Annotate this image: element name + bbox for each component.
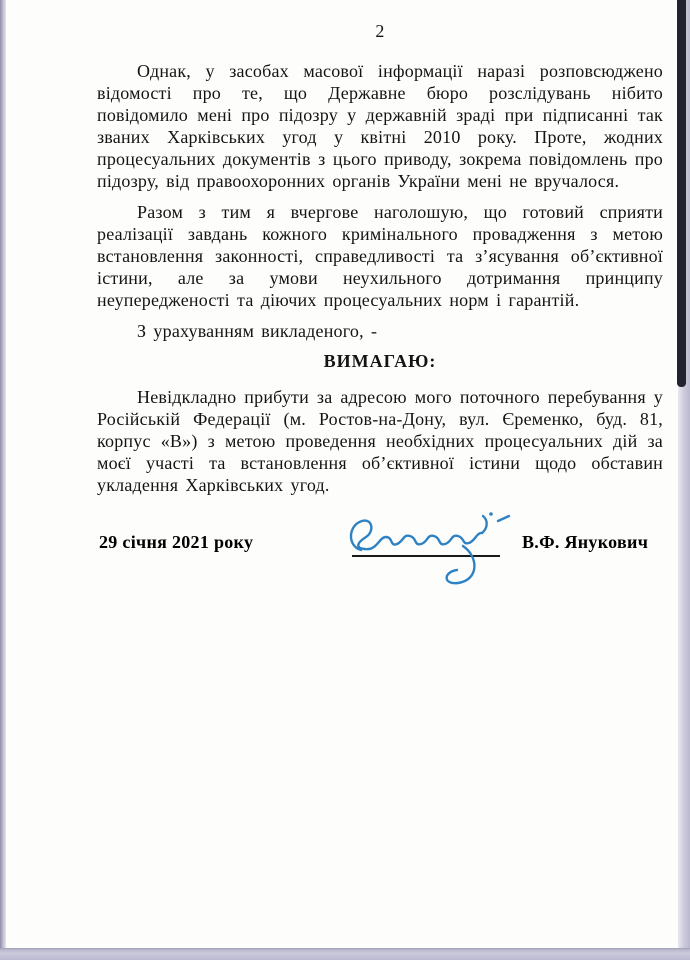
signature-block <box>97 520 663 610</box>
page-left-edge <box>0 0 6 960</box>
closing-line: З урахуванням викладеного, - <box>137 321 378 341</box>
paragraph-4: Невідкладно прибути за адресою мого поточного перебування у Російській Федерації (м. Ростов-на-Дону, вул. Єременко, буд. 81, корпус «В») з метою проведення необхідних процесуальних дій за моєї участі та встановлення об’єктивної істини щодо обставин укладення Харківських угод. <box>97 387 663 495</box>
paragraph-2: Разом з тим я вчергове наголошую, що готовий сприяти реалізації завдань кожного кримінального провадження з метою встановлення законності, справедливості та з’ясування об’єктивної істини, але за умови неухильного дотримання принципу неупередженості та діючих процесуальних норм і гарантій. <box>97 202 663 310</box>
scrollbar-thumb[interactable] <box>677 0 686 387</box>
signature-dash <box>498 516 509 521</box>
paragraph-1: Однак, у засобах масової інформації наразі розповсюджено відомості про те, що Державне бюро розслідувань нібито повідомило мені про підозру у державній зраді при підписанні так званих Харківських угод у квітні 2010 року. Проте, жодних процесуальних документів з цього приводу, зокрема повідомлень про підозру, від правоохоронних органів України мені не вручалося. <box>97 61 663 191</box>
document-page <box>97 20 663 505</box>
page-bottom-edge <box>0 948 690 960</box>
signature-stroke-flourish <box>482 516 487 533</box>
page-number: 2 <box>375 21 385 41</box>
demand-heading: ВИМАГАЮ: <box>323 351 437 371</box>
signature-date: 29 січня 2021 року <box>99 532 254 552</box>
signature-descender <box>447 546 475 583</box>
handwritten-signature <box>341 504 516 599</box>
signature-dot <box>489 512 493 516</box>
signatory-name: В.Ф. Янукович <box>522 532 649 552</box>
